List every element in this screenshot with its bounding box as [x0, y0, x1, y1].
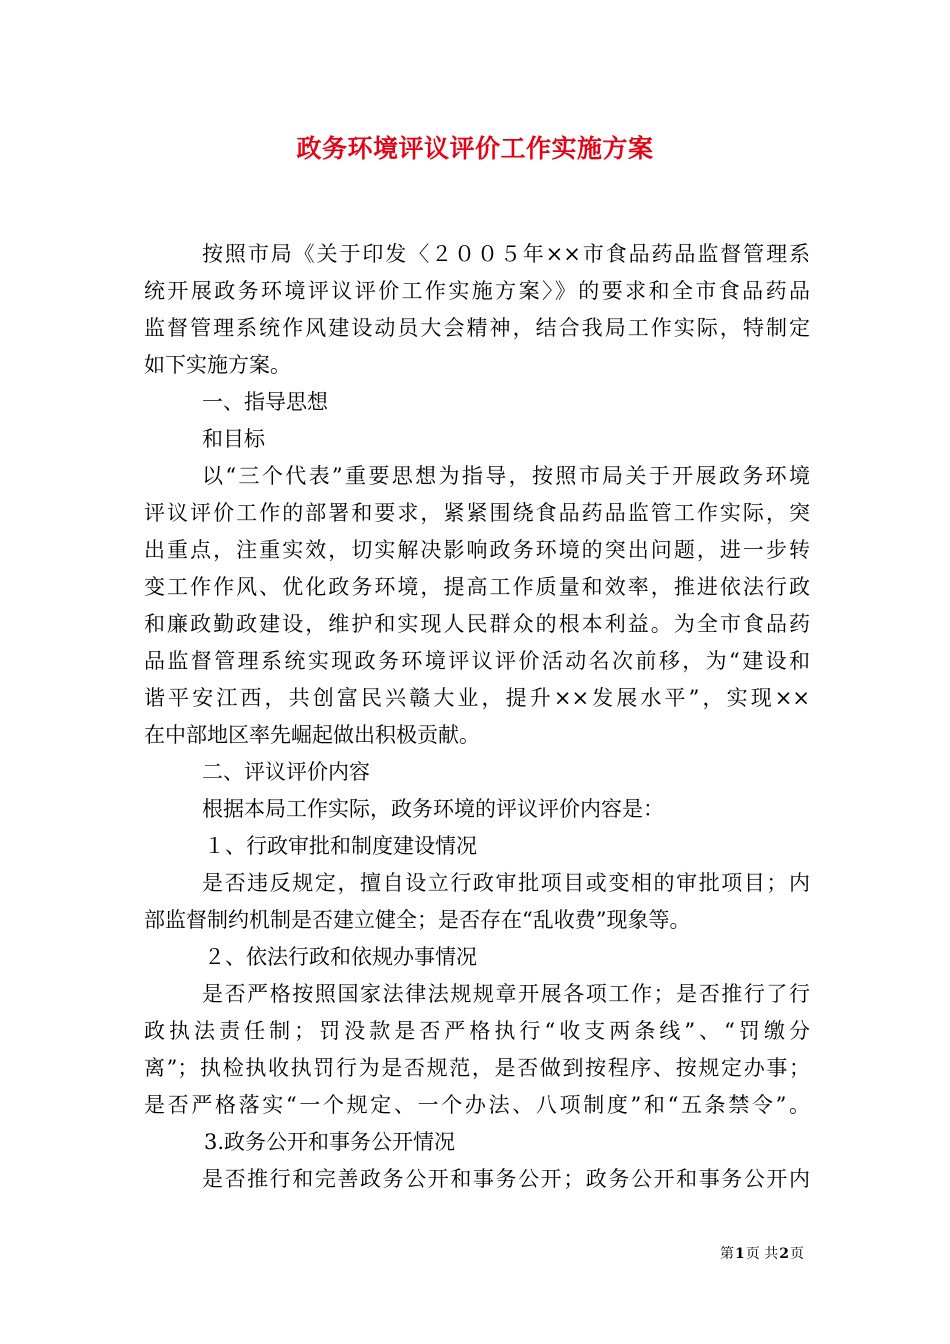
text-line: 是否严格落实“一个规定、一个办法、八项制度”和“五条禁令”。 — [144, 1093, 810, 1117]
current-page-number: 1 — [735, 1246, 745, 1262]
text-line: 部监督制约机制是否建立健全；是否存在“乱收费”现象等。 — [144, 908, 691, 932]
subsection-heading: ２、依法行政和依规办事情况 — [204, 945, 477, 969]
footer-suffix: 页 — [790, 1246, 804, 1262]
text-line: 和廉政勤政建设，维护和实现人民群众的根本利益。为全市食品药 — [144, 612, 810, 636]
text-line: 是否违反规定，擅自设立行政审批项目或变相的审批项目；内 — [202, 871, 810, 895]
page-footer — [720, 1244, 804, 1264]
total-pages-number: 2 — [779, 1246, 789, 1262]
document-title: 政务环境评议评价工作实施方案 — [296, 134, 654, 163]
text-line: 以“三个代表”重要思想为指导，按照市局关于开展政务环境 — [202, 464, 810, 488]
document-body — [144, 236, 810, 1198]
footer-prefix: 第 — [720, 1246, 735, 1262]
text-line: 根据本局工作实际，政务环境的评议评价内容是： — [202, 797, 664, 821]
text-line: 政执法责任制；罚没款是否严格执行“收支两条线”、“罚缴分 — [144, 1019, 810, 1043]
section-heading: 和目标 — [202, 427, 265, 451]
text-line: 按照市局《关于印发〈２００５年××市食品药品监督管理系 — [202, 242, 810, 266]
text-line: 是否推行和完善政务公开和事务公开；政务公开和事务公开内 — [202, 1167, 810, 1191]
text-line: 是否严格按照国家法律法规规章开展各项工作；是否推行了行 — [202, 982, 810, 1006]
footer-middle: 页 共 — [745, 1246, 779, 1262]
section-heading: 一、指导思想 — [202, 390, 328, 414]
text-line: 出重点，注重实效，切实解决影响政务环境的突出问题，进一步转 — [144, 538, 810, 562]
text-line: 谐平安江西，共创富民兴赣大业，提升××发展水平”，实现×× — [144, 686, 810, 710]
text-line: 如下实施方案。 — [144, 353, 291, 377]
subsection-heading: １、行政审批和制度建设情况 — [204, 834, 477, 858]
section-heading: 二、评议评价内容 — [202, 760, 370, 784]
text-line: 离”；执检执收执罚行为是否规范，是否做到按程序、按规定办事； — [144, 1056, 810, 1080]
text-line: 在中部地区率先崛起做出积极贡献。 — [144, 723, 480, 747]
text-line: 品监督管理系统实现政务环境评议评价活动名次前移，为“建设和 — [144, 649, 810, 673]
text-line: 评议评价工作的部署和要求，紧紧围绕食品药品监管工作实际，突 — [144, 501, 810, 525]
text-line: 监督管理系统作风建设动员大会精神，结合我局工作实际，特制定 — [144, 316, 810, 340]
text-line: 统开展政务环境评议评价工作实施方案〉》的要求和全市食品药品 — [144, 279, 810, 303]
text-line: 变工作作风、优化政务环境，提高工作质量和效率，推进依法行政 — [144, 575, 810, 599]
subsection-heading: 3.政务公开和事务公开情况 — [204, 1130, 456, 1154]
